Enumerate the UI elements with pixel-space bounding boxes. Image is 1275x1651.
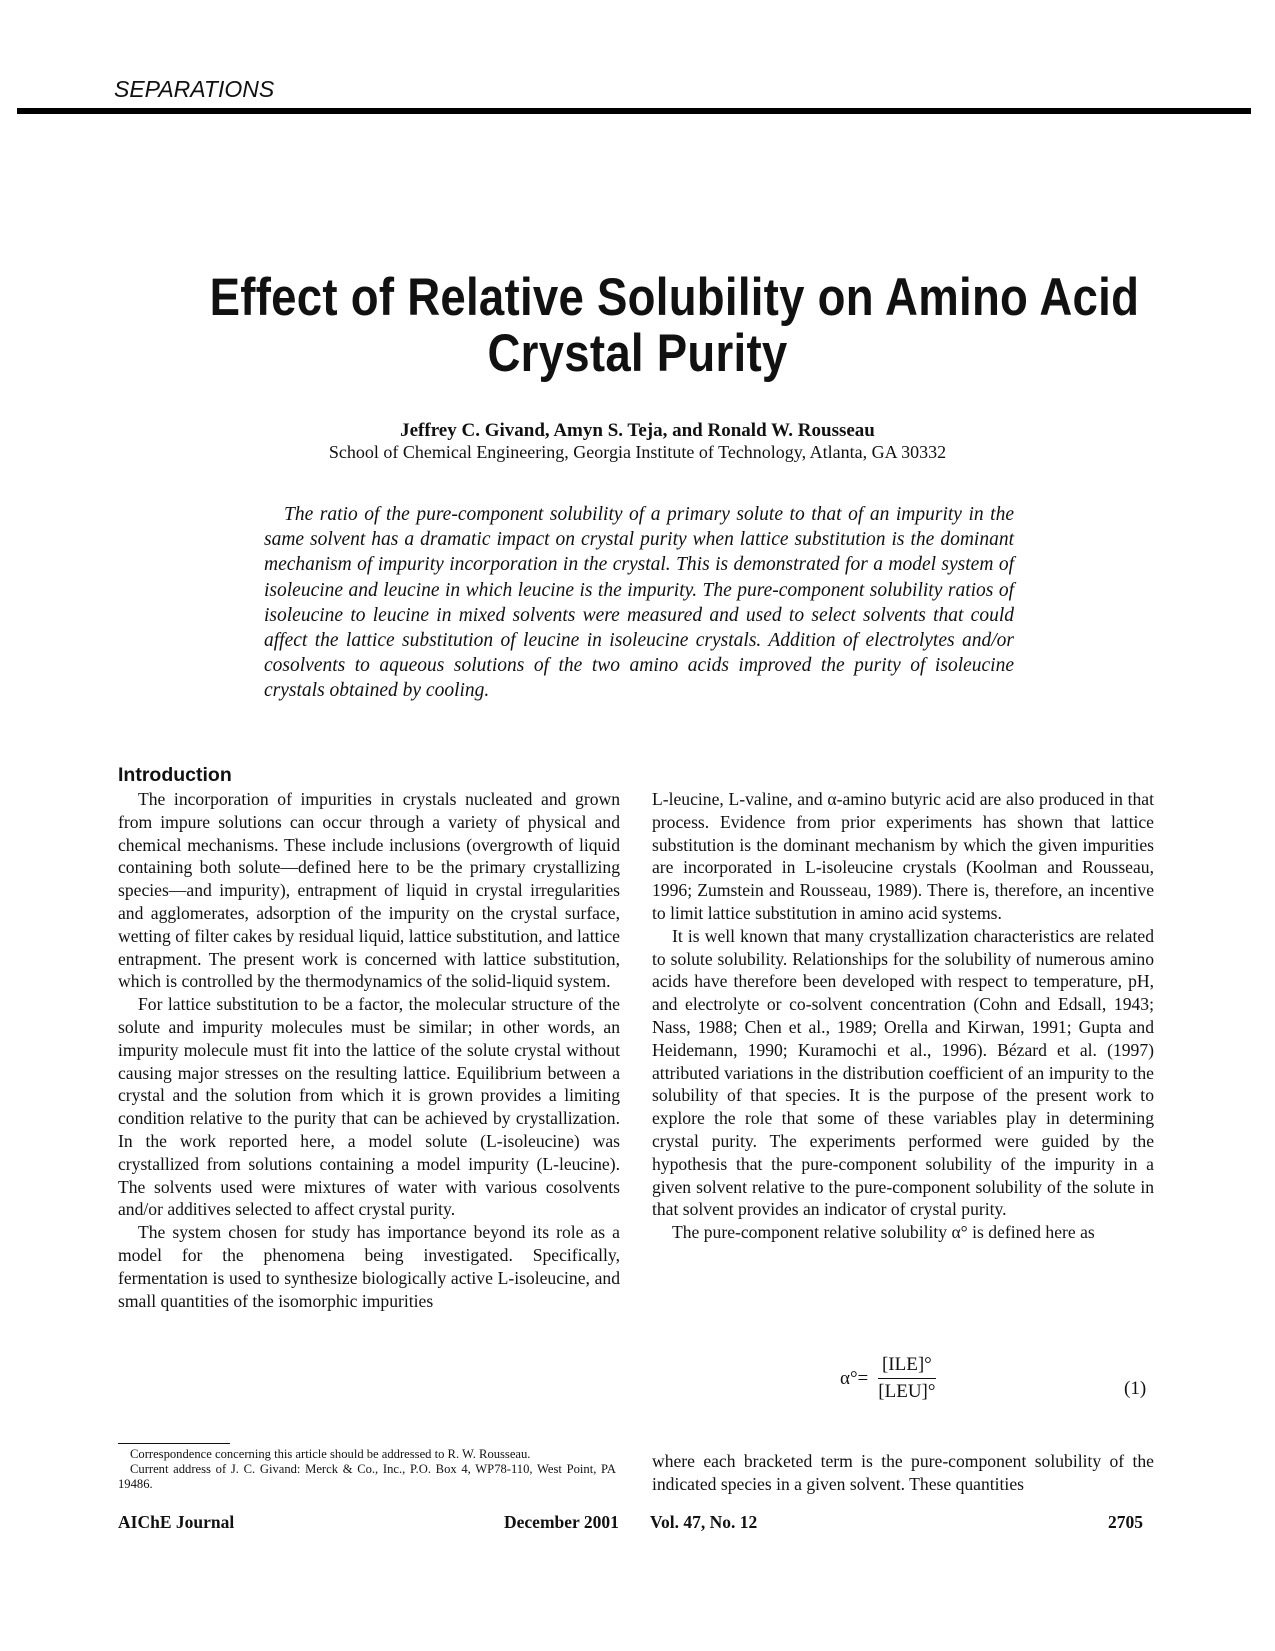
intro-paragraph: The system chosen for study has importance beyond its role as a model for the phenomena being investigated. Specifically, fermentation is used to synthesize biologically active L-isoleucine, and small quantities of the isomorphic impurities (118, 1222, 620, 1311)
footer-page-number: 2705 (1108, 1512, 1143, 1532)
footnote-current-address: Current address of J. C. Givand: Merck & Co., Inc., P.O. Box 4, WP78-110, West Point, PA 19486. (118, 1462, 616, 1491)
title-line-2: Crystal Purity (487, 324, 788, 383)
intro-paragraph: L-leucine, L-valine, and α-amino butyric acid are also produced in that process. Evidence from prior experiments has shown that lattice substitution is the dominant mechanism by which the given impurities are incorporated in L-isoleucine crystals (Koolman and Rousseau, 1996; Zumstein and Rousseau, 1989). There is, therefore, an incentive to limit lattice substitution in amino acid systems. (652, 789, 1154, 923)
intro-paragraph: The pure-component relative solubility α° is defined here as (672, 1222, 1095, 1243)
footnote-rule (118, 1443, 230, 1444)
equation-number: (1) (1124, 1378, 1147, 1399)
intro-paragraph: where each bracketed term is the pure-component solubility of the indicated species in a given solvent. These quantities (652, 1451, 1154, 1494)
equation-lhs: α°= (840, 1367, 869, 1389)
author-affiliation: School of Chemical Engineering, Georgia Institute of Technology, Atlanta, GA 30332 (328, 442, 947, 462)
intro-paragraph: The incorporation of impurities in crystals nucleated and grown from impure solutions can occur through a variety of physical and chemical mechanisms. These include inclusions (overgrowth of liquid containing both solute—defined here to be the primary crystallizing species—and impurity), entrapment of liquid in crystal irregularities and agglomerates, adsorption of the impurity on the crystal surface, wetting of filter cakes by residual liquid, lattice substitution, and lattice entrapment. The present work is concerned with lattice substitution, which is controlled by the thermodynamics of the solid-liquid system. (118, 789, 620, 992)
footer-journal: AIChE Journal (118, 1512, 235, 1532)
equation-denominator: [LEU]° (878, 1381, 936, 1402)
equation-relative-solubility (840, 1354, 939, 1403)
article-title (209, 268, 1140, 383)
title-line-1: Effect of Relative Solubility on Amino Acid (209, 268, 1140, 327)
footer-date: December 2001 (504, 1512, 619, 1532)
right-column-continued (652, 1450, 1154, 1496)
right-column (652, 788, 1154, 1244)
author-list: Jeffrey C. Givand, Amyn S. Teja, and Ronald W. Rousseau (400, 420, 875, 441)
intro-paragraph: It is well known that many crystallization characteristics are related to solute solubility. Relationships for the solubility of numerous amino acids have therefore been developed with respect to temperature, pH, and electrolyte or co-solvent concentration (Cohn and Edsall, 1943; Nass, 1988; Chen et al., 1989; Orella and Kirwan, 1991; Gupta and Heidemann, 1990; Kuramochi et al., 1996). Bézard et al. (1997) attributed variations in the distribution coefficient of an impurity to the solubility of that species. It is the purpose of the present work to explore the role that some of these variables play in determining crystal purity. The experiments performed were guided by the hypothesis that the pure-component solubility of the impurity in a given solvent relative to the pure-component solubility of the solute in that solvent provides an indicator of crystal purity. (652, 925, 1154, 1220)
footnotes (118, 1447, 616, 1492)
introduction-heading: Introduction (118, 764, 232, 786)
equation-fraction (874, 1354, 939, 1403)
header-rule (17, 108, 1251, 114)
intro-paragraph: For lattice substitution to be a factor, the molecular structure of the solute and impurity molecules must be similar; in other words, an impurity molecule must fit into the lattice of the solute crystal without causing major stresses on the resulting lattice. Equilibrium between a crystal and the solution from which it is grown provides a limiting condition relative to the purity that can be achieved by crystallization. In the work reported here, a model solute (L-isoleucine) was crystallized from solutions containing a model impurity (L-leucine). The solvents used were mixtures of water with various cosolvents and/or additives selected to affect crystal purity. (118, 994, 620, 1220)
left-column (118, 788, 620, 1312)
footnote-correspondence: Correspondence concerning this article should be addressed to R. W. Rousseau. (130, 1447, 531, 1461)
footer-volume: Vol. 47, No. 12 (650, 1512, 758, 1532)
abstract: The ratio of the pure-component solubility of a primary solute to that of an impurity in the same solvent has a dramatic impact on crystal purity when lattice substitution is the dominant mechanism of impurity incorporation in the crystal. This is demonstrated for a model system of isoleucine and leucine in which leucine is the impurity. The pure-component solubility ratios of isoleucine to leucine in mixed solvents were measured and used to select solvents that could affect the lattice substitution of leucine in isoleucine crystals. Addition of electrolytes and/or cosolvents to aqueous solutions of the two amino acids improved the purity of isoleucine crystals obtained by cooling. (264, 504, 1014, 702)
equation-numerator: [ILE]° (878, 1354, 936, 1379)
section-label: SEPARATIONS (114, 76, 275, 102)
